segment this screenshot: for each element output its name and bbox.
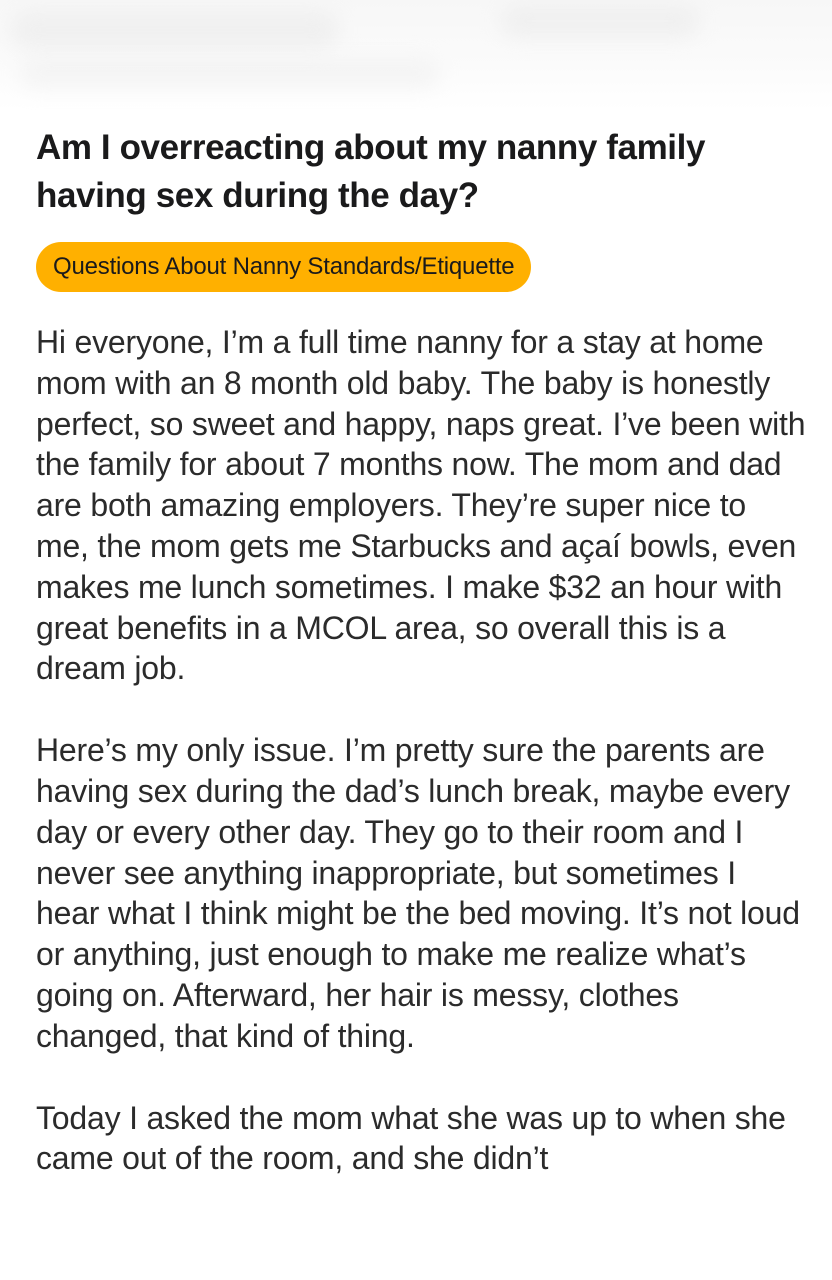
post-paragraph: Here’s my only issue. I’m pretty sure the parents are having sex during the dad’s lunch break, maybe every day or every other day. They go to their room and I never see anything inappropriate, but sometimes I hear what I think might be the bed moving. It’s not loud or anything, just enough to make me realize what’s going on. Afterward, her hair is messy, clothes changed, that kind of thing. [36, 732, 800, 1054]
post-title[interactable]: Am I overreacting about my nanny family having sex during the day? [36, 128, 706, 215]
blurred-header-shape [20, 58, 440, 88]
blurred-header-shape [500, 4, 700, 38]
post-body [36, 322, 806, 1179]
post [36, 124, 806, 1220]
post-paragraph: Hi everyone, I’m a full time nanny for a stay at home mom with an 8 month old baby. The baby is honestly perfect, so sweet and happy, naps great. I’ve been with the family for about 7 months now. The mom and dad are both amazing employers. They’re super nice to me, the mom gets me Starbucks and açaí bowls, even makes me lunch sometimes. I make $32 an hour with great benefits in a MCOL area, so overall this is a dream job. [36, 324, 806, 687]
post-flair[interactable]: Questions About Nanny Standards/Etiquette [36, 242, 531, 292]
post-paragraph: Today I asked the mom what she was up to when she came out of the room, and she didn’t [36, 1099, 786, 1177]
blurred-header [0, 0, 832, 110]
blurred-header-shape [10, 10, 340, 50]
